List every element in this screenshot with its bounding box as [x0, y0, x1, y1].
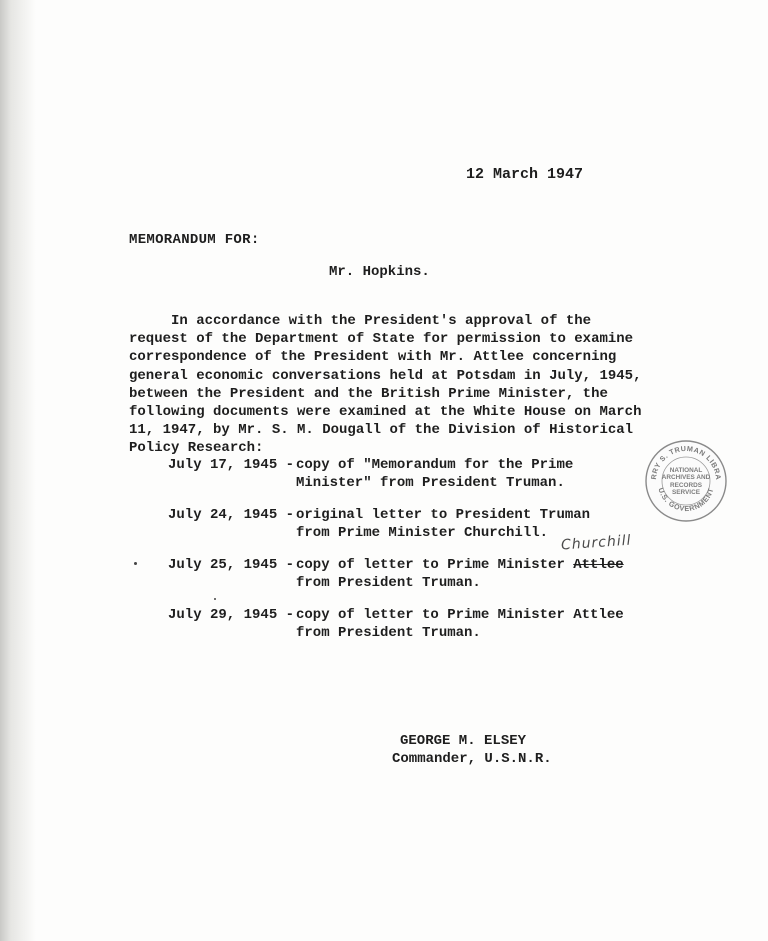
stamp-center-text — [644, 467, 728, 497]
document-description-line — [296, 556, 641, 574]
document-description-line: Minister" from President Truman. — [296, 475, 565, 491]
paper-speck — [214, 598, 216, 600]
document-description — [296, 556, 641, 592]
signature-block — [392, 732, 552, 768]
memo-body-line: 11, 1947, by Mr. S. M. Dougall of the Division of Historical — [129, 422, 634, 439]
document-date: July 29, 1945 - — [168, 607, 295, 623]
document-description-line: from President Truman. — [296, 625, 481, 641]
handwritten-correction: Churchill — [560, 532, 633, 554]
memo-body-line: between the President and the British Prime Minister, the — [129, 385, 608, 402]
document-item — [168, 606, 638, 642]
memo-body — [129, 312, 642, 458]
struck-out-word: Attlee — [573, 557, 624, 573]
document-description — [296, 606, 641, 642]
document-date: July 17, 1945 - — [168, 457, 295, 473]
document-item — [168, 456, 638, 492]
document-description-line: copy of letter to Prime Minister Attlee — [296, 607, 624, 623]
memo-body-line: Policy Research: — [129, 440, 264, 457]
memo-date: 12 March 1947 — [466, 166, 584, 183]
document-description-line: original letter to President Truman — [296, 507, 591, 523]
stamp-center-line: NATIONAL — [669, 467, 703, 474]
stamp-ring-bottom-text: U.S. GOVERNMENT — [656, 486, 716, 514]
paper-speck — [134, 562, 137, 565]
stamp-center-line: SERVICE — [672, 489, 700, 497]
document-description — [296, 456, 641, 492]
memo-body-line: general economic conversations held at Potsdam in July, 1945, — [129, 367, 642, 384]
signature-name: GEORGE M. ELSEY — [400, 733, 527, 749]
document-date: July 25, 1945 - — [168, 557, 295, 573]
signature-title: Commander, U.S.N.R. — [392, 751, 552, 767]
memo-body-line: following documents were examined at the White House on March — [129, 404, 642, 421]
document-description-line: from Prime Minister Churchill. — [296, 525, 549, 541]
stamp-center-line: ARCHIVES AND — [661, 474, 711, 482]
archive-stamp — [644, 439, 728, 523]
memo-label: MEMORANDUM FOR: — [129, 232, 260, 248]
memo-body-line: correspondence of the President with Mr. Attlee concerning — [129, 349, 617, 366]
document-item — [168, 556, 638, 592]
memo-addressee: Mr. Hopkins. — [329, 264, 430, 280]
document-description-line: copy of "Memorandum for the Prime — [296, 457, 574, 473]
stamp-ring-top-text: RRY S. TRUMAN LIBRA — [648, 443, 724, 481]
memo-body-line: In accordance with the President's approval of the — [129, 313, 592, 329]
memo-body-line: request of the Department of State for permission to examine — [129, 331, 634, 348]
document-list — [168, 456, 638, 656]
document-description-prefix: copy of letter to Prime Minister — [296, 557, 574, 573]
page-edge-shadow — [0, 0, 36, 941]
stamp-center-line: RECORDS — [670, 481, 702, 489]
document-date: July 24, 1945 - — [168, 507, 295, 523]
document-description-line: from President Truman. — [296, 575, 481, 591]
